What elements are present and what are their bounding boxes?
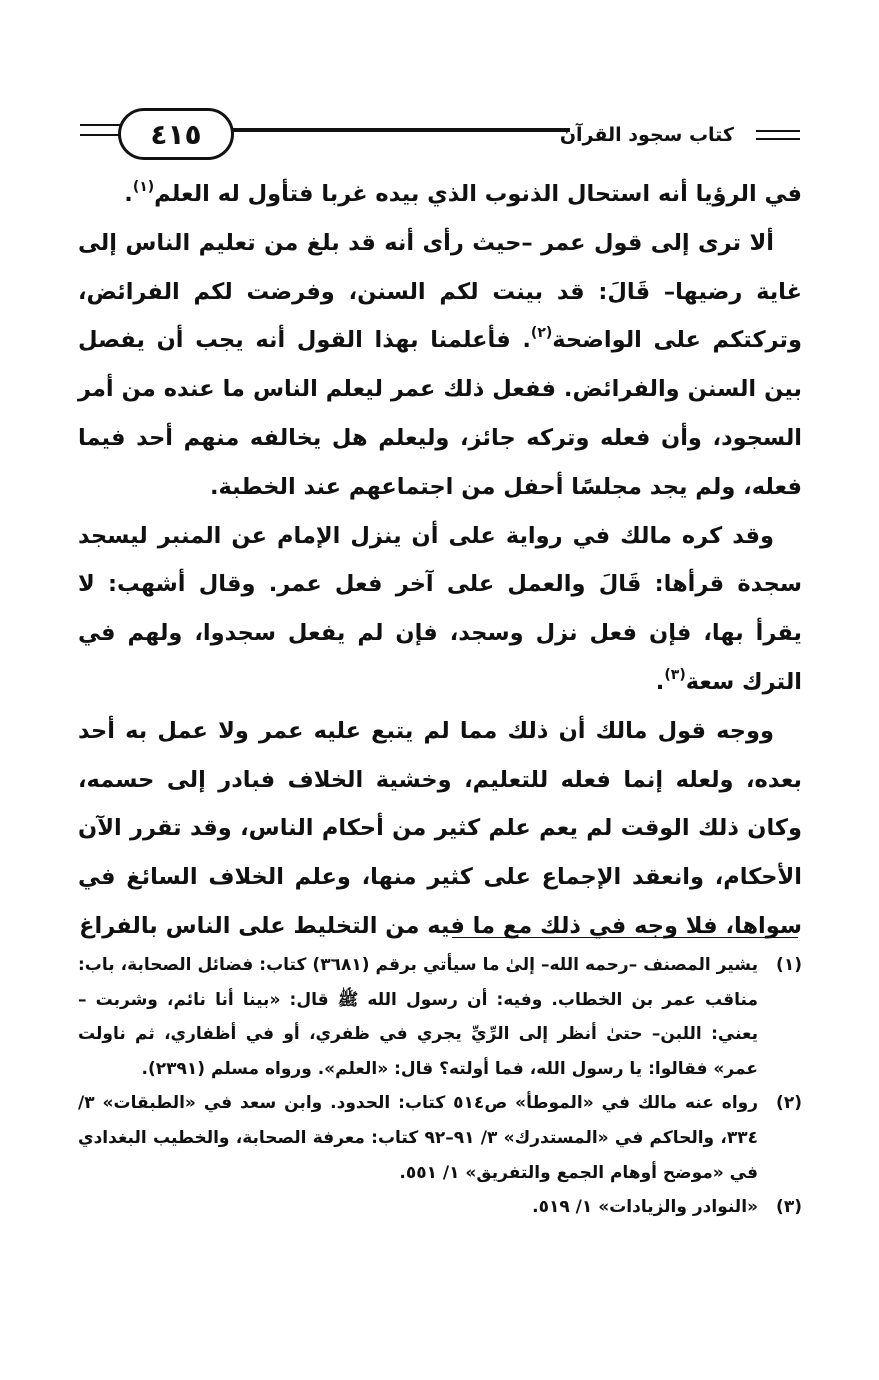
footnote: [78, 1086, 802, 1190]
paragraph: [78, 512, 802, 707]
paragraph-text: ووجه قول مالك أن ذلك مما لم يتبع عليه عمر ولا عمل به أحد بعده، ولعله إنما فعله للتعليم، وخشية الخلاف فبادر إلى حسمه، وكان ذلك الوقت لم يعم علم كثير من أحكام الناس، وقد تقرر الآن الأحكام، وانعقد الإجماع على كثير منها، وعلم الخلاف السائغ في سواها، فلا وجه في ذلك مع ما فيه من التخليط على الناس بالفراغ: [78, 717, 802, 939]
header-rule-right-bottom: [756, 138, 800, 140]
footnote-number: (١): [776, 955, 802, 975]
paragraph-tail: .: [655, 668, 665, 695]
header-rule-center: [225, 128, 570, 132]
paragraph-tail: .: [124, 181, 133, 207]
header-rule-right-top: [756, 130, 800, 132]
paragraph: [78, 219, 802, 512]
page-number: ٤١٥: [118, 108, 234, 160]
paragraph-text: وقد كره مالك في رواية على أن ينزل الإمام عن المنبر ليسجد سجدة قرأها: قَالَ والعمل على آخر فعل عمر. وقال أشهب: لا يقرأ بها، فإن فعل نزل وسجد، فإن لم يفعل سجدوا، ولهم في الترك سعة: [78, 522, 802, 695]
running-title: كتاب سجود القرآن: [559, 124, 734, 146]
footnote-text: رواه عنه مالك في «الموطأ» ص٥١٤ كتاب: الحدود. وابن سعد في «الطبقات» ٣/ ٣٣٤، والحاكم في «المستدرك» ٣/ ٩١–٩٢ كتاب: معرفة الصحابة، والخطيب البغدادي في «موضح أوهام الجمع والتفريق» ١/ ٥٥١.: [78, 1093, 758, 1183]
header-rule-left-top: [80, 124, 124, 126]
footnote-separator: [452, 937, 798, 938]
footnote-ref: (٣): [664, 666, 686, 683]
paragraph-text: ألا ترى إلى قول عمر –حيث رأى أنه قد بلغ من تعليم الناس إلى غاية رضيها– قَالَ: قد بينت لكم السنن، وفرضت لكم الفرائض، وتركتكم على الواضحة: [78, 229, 802, 354]
paragraph: [78, 170, 802, 219]
paragraph: [78, 707, 802, 951]
footnotes: [78, 948, 802, 1225]
page-header: [80, 108, 800, 160]
main-text: [78, 170, 802, 951]
paragraph-tail: . فأعلمنا بهذا القول أنه يجب أن يفصل بين السنن والفرائض. ففعل ذلك عمر ليعلم الناس ما عنده من أمر السجود، وأن فعله وتركه جائز، وليعلم هل يخالفه منهم أحد فيما فعله، ولم يجد مجلسًا أحفل من اجتماعهم عند الخطبة.: [78, 327, 802, 500]
footnote: [78, 1190, 802, 1225]
footnote: [78, 948, 802, 1086]
footnote-number: (٢): [776, 1093, 802, 1114]
footnote-ref: (١): [132, 179, 155, 195]
footnote-number: (٣): [776, 1197, 802, 1218]
footnote-ref: (٢): [530, 325, 553, 342]
paragraph-text: في الرؤيا أنه استحال الذنوب الذي بيده غربا فتأول له العلم: [154, 181, 802, 207]
footnote-text: «النوادر والزيادات» ١/ ٥١٩.: [532, 1197, 758, 1218]
footnote-text: يشير المصنف –رحمه الله– إلىٰ ما سيأتي برقم (٣٦٨١) كتاب: فضائل الصحابة، باب: مناقب عمر بن الخطاب. وفيه: أن رسول الله ﷺ قال: «بينا أنا نائم، وشربت –يعني: اللبن– حتىٰ أنظر إلى الرِّيِّ يجري في ظفري، أو في أظفاري، ثم ناولت عمر» فقالوا: يا رسول الله، فما أولته؟ قال: «العلم». ورواه مسلم (٢٣٩١).: [78, 955, 758, 1079]
